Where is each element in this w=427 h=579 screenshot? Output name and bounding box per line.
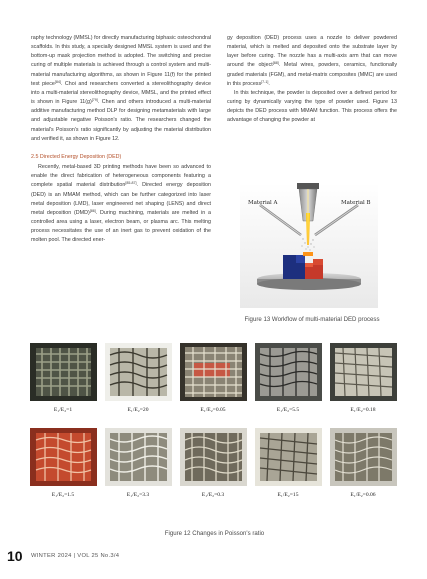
paragraph-ded-intro: Recently, metal-based 3D printing methods have been so advanced to enable the direct fabrication of heterogeneous components featuring a complete spatial material distribution[85-87]. Directed energy deposition (DED) is an MMAM method, which can be further categorized into laser metal deposition (LMD), laser engineered net shaping (LENS) and direct metal deposition (DMD)[86]. During machining, materials are melted in a controlled area using a laser, electron beam, or plasma arc. This melting process necessitates the use of an inert gas to prevent oxidation of the molten pool. The directed ener- (31, 164, 211, 244)
ratio-label: E₁/E₂=3.3 (126, 492, 150, 498)
paragraph-ded-technique: In this technique, the powder is deposited over a defined period for curing by dynamically varying the type of powder used. Figure 13 depicts the DED process with MMAM function. This process offers the advantage of changing the powder at (227, 89, 397, 124)
paragraph-mmsl: raphy technology (MMSL) for directly manufacturing biphasic osteochondral scaffolds. In this study, a specially designed MMSL system is used and the bottom-up mask projection method is adopted. The switching and precise curing of multiple materials is achieved through a control system and multi-material manufacturing algorithms, as shown in Figure 11(f) for the printed test piece[84]. Choi and researchers converted a stereolithography device into a multi-material stereolithography device, MMSL, and the printed effect is shown in Figure 11(g)[79]. Chen and others introduced a multi-material additive manufacturing method DLP for designing metamaterials with large and adjustable negative Poisson's ratio. The researchers changed the material's Poisson's ratio significantly by adjusting the material distribution and verified it, as shown in Figure 12. (31, 35, 211, 142)
sample-photo (105, 343, 172, 401)
left-text-column (31, 34, 211, 245)
ratio-label: E₁/E₂=1 (53, 407, 73, 413)
ratio-label: E₁/E₂=0.3 (201, 492, 225, 498)
figure-13-caption: Figure 13 Workflow of multi-material DED process (244, 316, 380, 323)
ratio-label: E₁/E₂=0.18 (350, 407, 376, 413)
figure-13-ded-illustration (240, 183, 378, 308)
ratio-label: E₁/E₂=0.05 (200, 407, 226, 413)
sample-photo (330, 428, 397, 486)
sample-photo (180, 343, 247, 401)
ratio-label: E₁/E₂=20 (127, 407, 149, 413)
section-heading-ded: 2.5 Directed Energy Deposition (DED) (31, 153, 122, 160)
material-b-label: Material B (341, 200, 371, 206)
figure-12-poisson-samples (30, 343, 399, 518)
sample-photo (255, 428, 322, 486)
sample-photo (105, 428, 172, 486)
material-a-label: Material A (248, 200, 278, 206)
ratio-label: E₁/E₂=0.06 (350, 492, 376, 498)
sample-photo (255, 343, 322, 401)
sample-photo (180, 428, 247, 486)
sample-photo (330, 343, 397, 401)
sample-photo (30, 343, 97, 401)
ratio-label: E₁/E₂=1.5 (51, 492, 75, 498)
ratio-label: E₁/E₂=5.5 (276, 407, 300, 413)
page-number: 10 (7, 548, 23, 564)
issue-info: WINTER 2024 | VOL 25 No.3/4 (31, 553, 120, 559)
figure-12-caption: Figure 12 Changes in Poisson's ratio (164, 530, 265, 537)
right-text-column (227, 34, 397, 126)
sample-photo (30, 428, 97, 486)
ratio-label: E₁/E₂=15 (277, 492, 299, 498)
paragraph-ded-process: gy deposition (DED) process uses a nozzle to deliver powdered material, which is melted and deposited onto the substrate layer by layer before curing. The nozzle has a multi-axis arm that can move around the object[88]. Metal wires, powders, ceramics, functionally graded materials (FGM), and metal-matrix composites (MMC) are used in this process[7-1]. (227, 35, 398, 87)
